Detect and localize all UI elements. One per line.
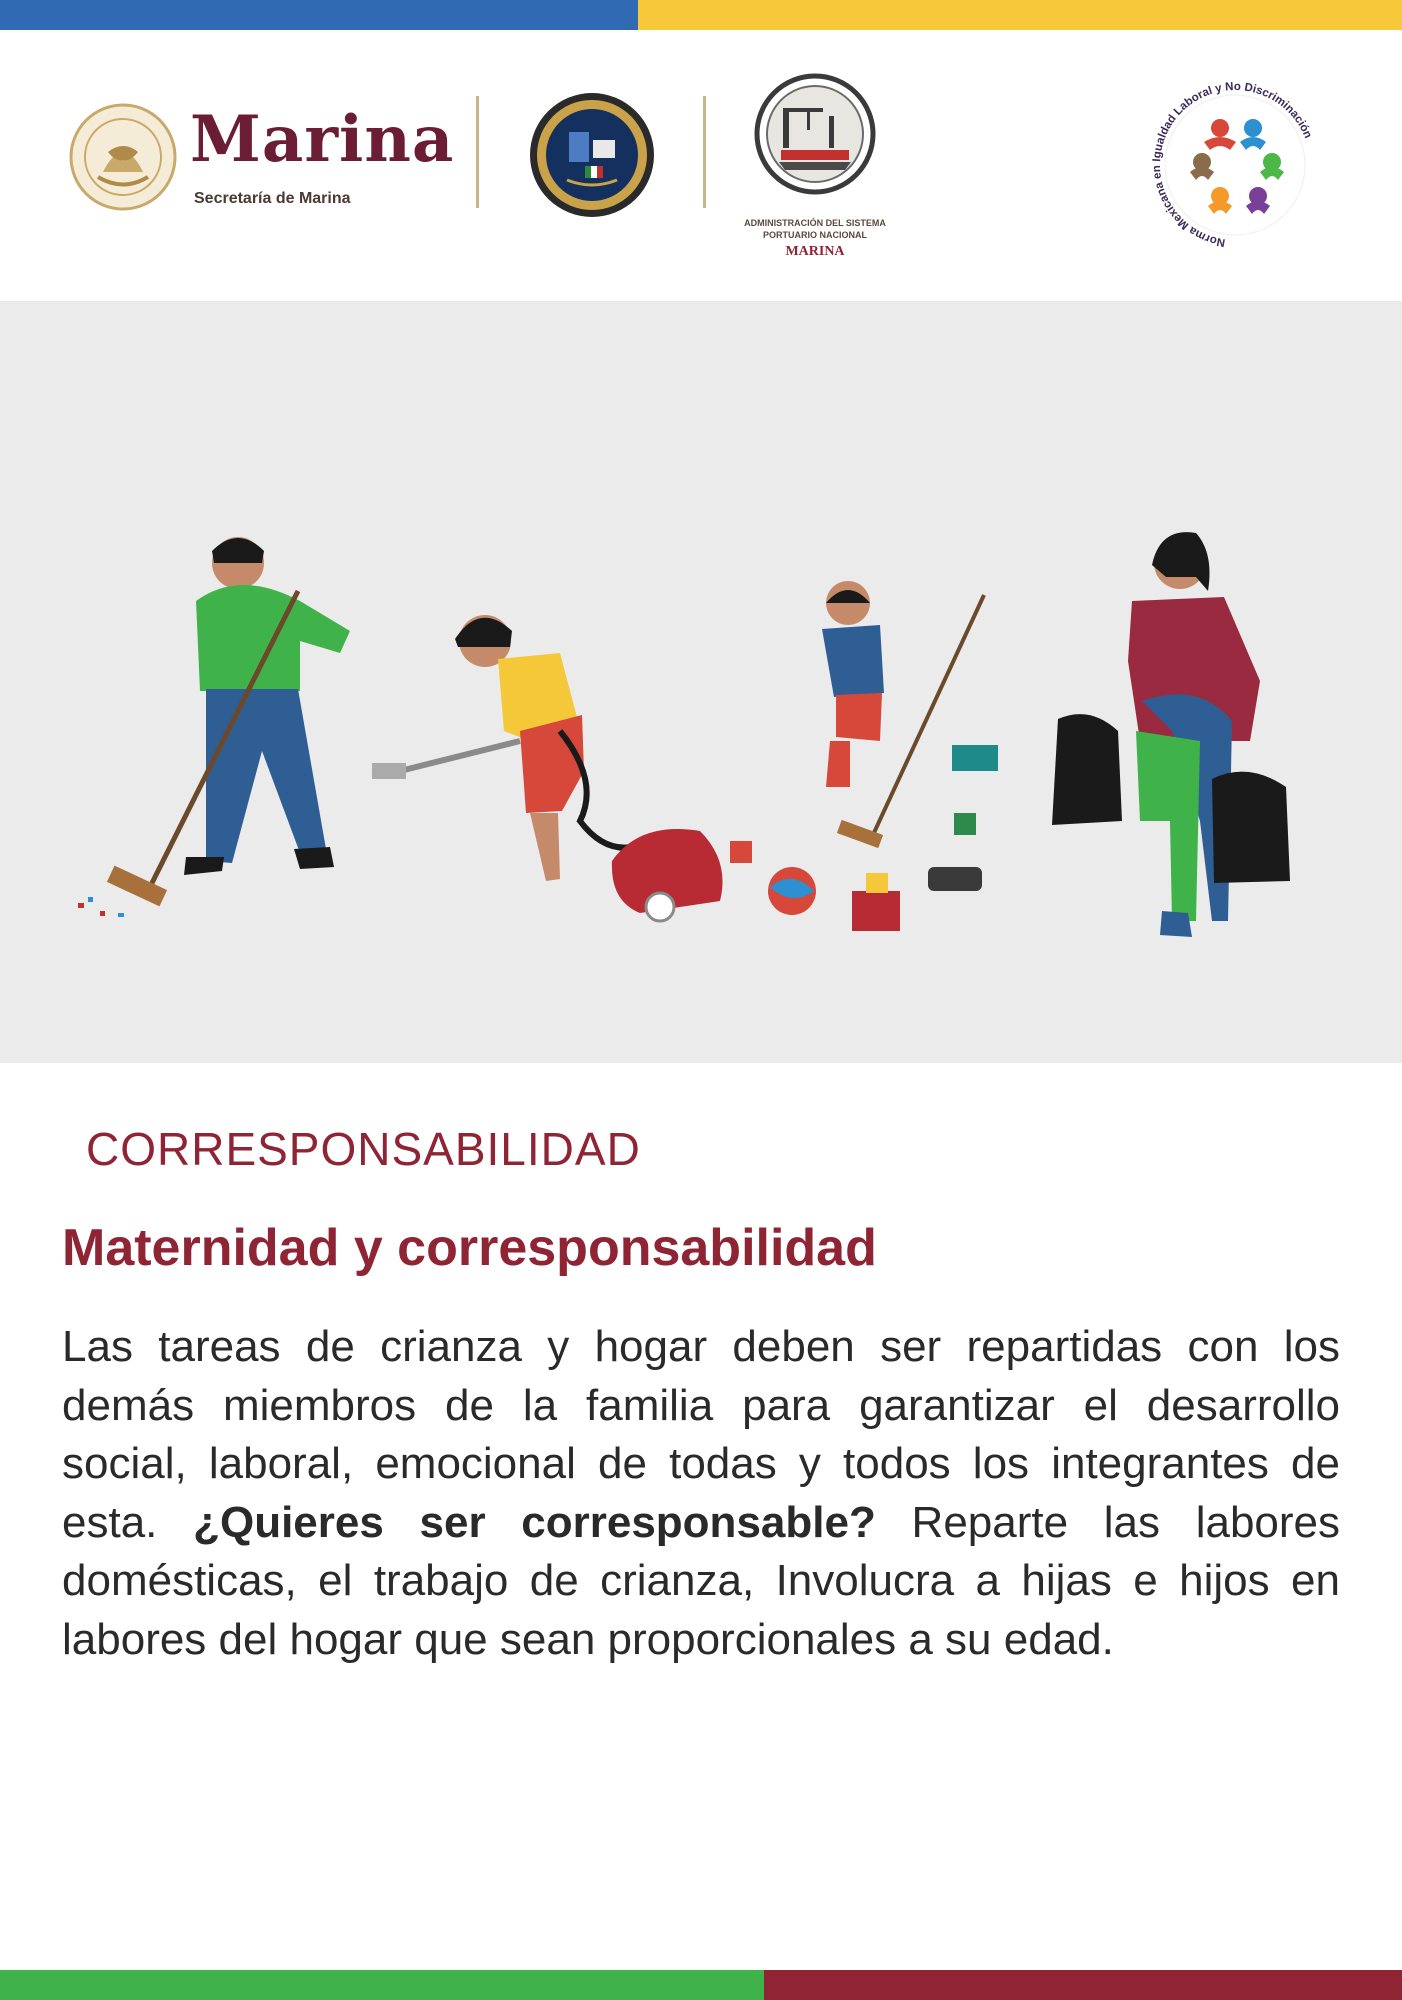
marina-wordmark: Marina [190, 102, 455, 177]
page-title: Maternidad y corresponsabilidad [62, 1219, 877, 1277]
paragraph-part2: Reparte las labores domésticas, el trabajo de crianza, Involucra a hijas e hijos en labores del hogar que sean proporcionales a su edad. [62, 1497, 1341, 1664]
marina-subtitle: Secretaría de Marina [194, 190, 351, 207]
bottom-color-bar [0, 1970, 1402, 2000]
father-figure [78, 537, 350, 917]
port-logo-line2: PORTUARIO NACIONAL [763, 230, 867, 240]
header-divider [703, 96, 706, 208]
top-color-bar [0, 0, 1402, 30]
naval-school-seal-icon [527, 90, 657, 220]
illustration-panel [0, 301, 1402, 1063]
body-paragraph [62, 1318, 1340, 1669]
port-admin-logo [735, 72, 895, 272]
section-label: CORRESPONSABILIDAD [86, 1123, 641, 1175]
port-logo-line1: ADMINISTRACIÓN DEL SISTEMA [744, 218, 886, 228]
norma-ring-text: Norma Mexicana en Igualdad Laboral y No Discriminación [1150, 80, 1314, 249]
norma-igualdad-logo-icon [1140, 70, 1330, 260]
paragraph-part1: Las tareas de crianza y hogar deben ser repartidas con los demás miembros de la familia para garantizar el desarrollo social, laboral, emocional de todas y todos los integrantes de esta. [62, 1322, 1340, 1547]
bottom-bar-wine [764, 1970, 1402, 2000]
paragraph-bold: ¿Quieres ser corresponsable? [193, 1497, 876, 1547]
family-cleaning-illustration-icon [0, 301, 1402, 1063]
marina-logo [68, 92, 468, 232]
boy-figure [822, 581, 984, 848]
port-logo-marina: MARINA [785, 244, 845, 259]
port-crane-seal-icon [753, 72, 877, 196]
top-bar-yellow [638, 0, 1402, 30]
girl-figure [372, 615, 723, 921]
national-seal-icon [68, 102, 178, 212]
header-logos [0, 30, 1402, 300]
header-divider [476, 96, 479, 208]
top-bar-blue [0, 0, 638, 30]
mother-figure [1052, 532, 1290, 937]
bottom-bar-green [0, 1970, 764, 2000]
